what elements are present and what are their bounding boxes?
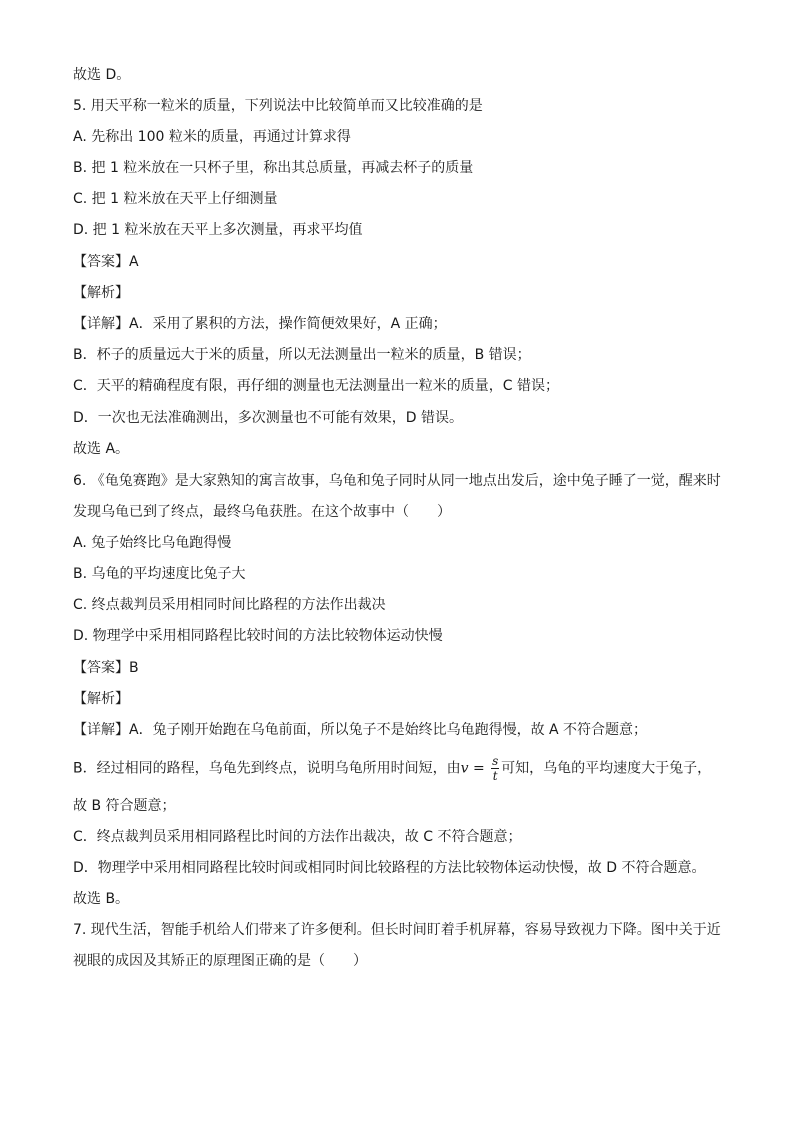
question-6-option-a: A. 兔子始终比乌龟跑得慢 — [73, 535, 232, 551]
question-6-answer: 【答案】B — [73, 660, 139, 676]
question-6-detail-d: D．物理学中采用相同路程比较时间或相同时间比较路程的方法比较物体运动快慢，故 D 不符合题意。 — [73, 860, 706, 876]
question-7-stem-line-2: 视眼的成因及其矫正的原理图正确的是（ ） — [73, 953, 367, 969]
formula-fraction — [491, 755, 499, 782]
question-6-option-d: D. 物理学中采用相同路程比较时间的方法比较物体运动快慢 — [73, 628, 443, 644]
question-5-stem: 5. 用天平称一粒米的质量，下列说法中比较简单而又比较准确的是 — [73, 98, 483, 114]
question-6-detail-c: C．终点裁判员采用相同路程比时间的方法作出裁决，故 C 不符合题意； — [73, 829, 522, 845]
detail-b-text-before: B．经过相同的路程，乌龟先到终点，说明乌龟所用时间短，由 — [73, 760, 461, 777]
question-6-detail-b-line-2: 故 B 符合题意； — [73, 798, 176, 814]
equals-sign: = — [468, 760, 490, 777]
question-5-detail-a: 【详解】A．采用了累积的方法，操作简便效果好，A 正确； — [73, 316, 447, 332]
question-6-detail-b-line-1 — [73, 755, 733, 782]
question-6-option-b: B. 乌龟的平均速度比兔子大 — [73, 566, 246, 582]
conclusion-q4: 故选 D。 — [73, 67, 131, 83]
conclusion-q6: 故选 B。 — [73, 891, 130, 907]
conclusion-q5: 故选 A。 — [73, 441, 130, 457]
detail-b-text-after: 可知，乌龟的平均速度大于兔子， — [501, 760, 712, 777]
question-6-option-c: C. 终点裁判员采用相同时间比路程的方法作出裁决 — [73, 597, 386, 613]
question-5-option-d: D. 把 1 粒米放在天平上多次测量，再求平均值 — [73, 222, 363, 238]
question-6-detail-a: 【详解】A．兔子刚开始跑在乌龟前面，所以兔子不是始终比乌龟跑得慢，故 A 不符合题意； — [73, 722, 648, 738]
question-5-option-a: A. 先称出 100 粒米的质量，再通过计算求得 — [73, 129, 351, 145]
question-7-stem-line-1: 7. 现代生活，智能手机给人们带来了许多便利。但长时间盯着手机屏幕，容易导致视力下降。图中关于近 — [73, 922, 721, 938]
formula-denominator: t — [492, 769, 498, 783]
question-5-detail-c: C．天平的精确程度有限，再仔细的测量也无法测量出一粒米的质量，C 错误； — [73, 378, 559, 394]
formula-numerator: s — [492, 754, 499, 768]
question-5-detail-b: B．杯子的质量远大于米的质量，所以无法测量出一粒米的质量，B 错误； — [73, 347, 531, 363]
question-6-stem-line-2: 发现乌龟已到了终点，最终乌龟获胜。在这个故事中（ ） — [73, 504, 451, 520]
question-5-option-b: B. 把 1 粒米放在一只杯子里，称出其总质量，再减去杯子的质量 — [73, 160, 474, 176]
question-5-option-c: C. 把 1 粒米放在天平上仔细测量 — [73, 191, 278, 207]
question-5-answer: 【答案】A — [73, 254, 139, 270]
velocity-symbol: v — [460, 760, 469, 777]
question-6-stem-line-1: 6. 《龟兔赛跑》是大家熟知的寓言故事，乌龟和兔子同时从同一地点出发后，途中兔子睡了一觉，醒来时 — [73, 473, 721, 489]
question-6-analysis-heading: 【解析】 — [73, 691, 129, 707]
question-5-analysis-heading: 【解析】 — [73, 285, 129, 301]
question-5-detail-d: D．一次也无法准确测出，多次测量也不可能有效果，D 错误。 — [73, 410, 464, 426]
